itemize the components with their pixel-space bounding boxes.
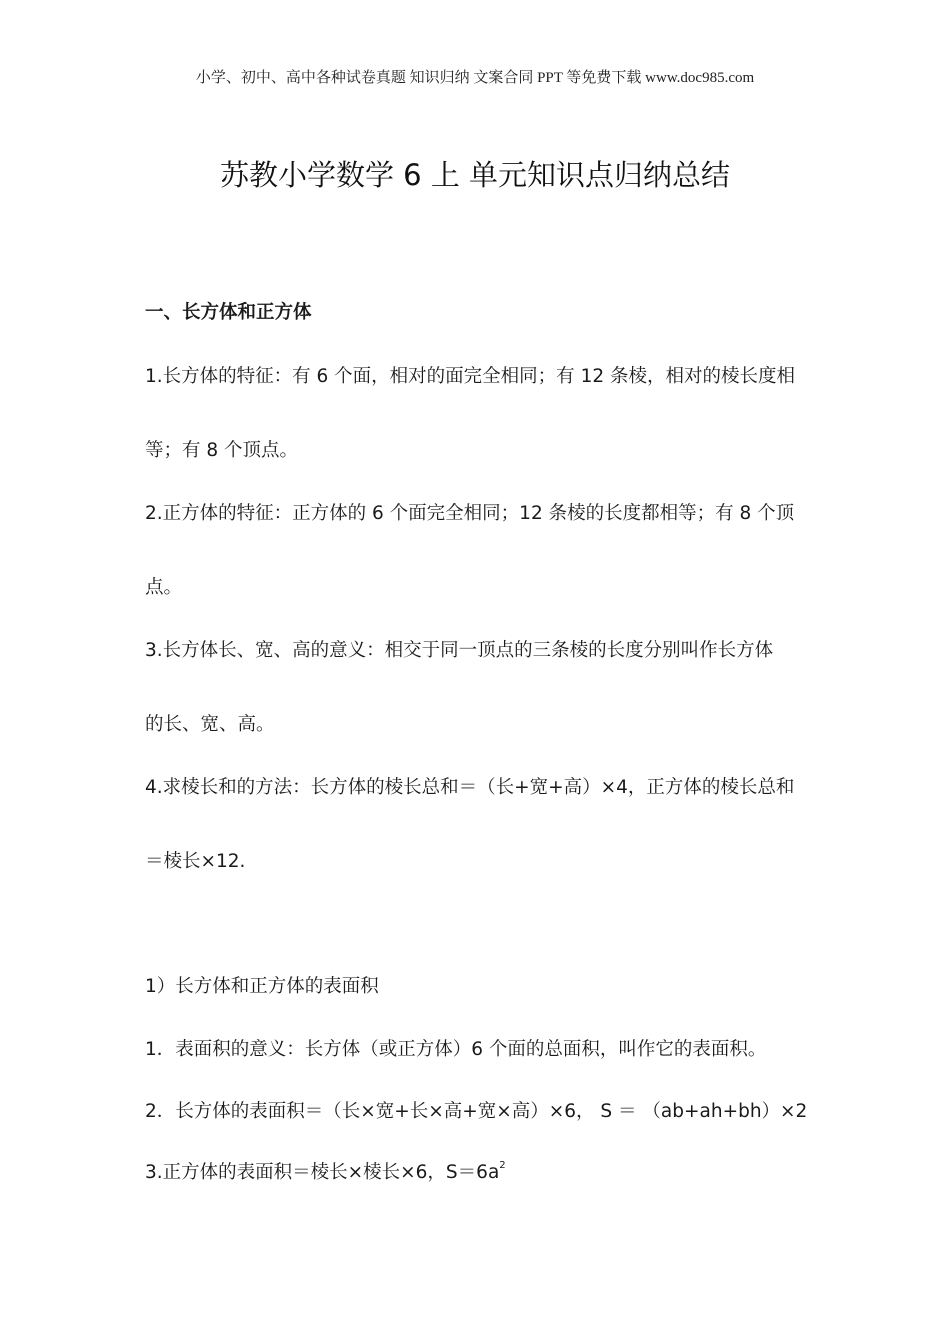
cube-features-line1: 2.正方体的特征：正方体的 6 个面完全相同；12 条棱的长度都相等；有 8 个顶 [145,503,795,524]
dimensions-meaning-line1: 3.长方体长、宽、高的意义：相交于同一顶点的三条棱的长度分别叫作长方体 [145,640,774,661]
cube-surface-area-formula [145,1158,506,1184]
cuboid-surface-area-formula: 2．长方体的表面积＝（长×宽+长×高+宽×高）×6， S ＝ （ab+ah+bh）×2 [145,1101,808,1122]
cuboid-features-line1: 1.长方体的特征：有 6 个面，相对的面完全相同；有 12 条棱，相对的棱长度相 [145,366,795,387]
section-heading-cuboid-cube: 一、长方体和正方体 [145,302,312,323]
document-title: 苏教小学数学 6 上 单元知识点归纳总结 [219,158,731,192]
subsection-heading-surface-area: 1）长方体和正方体的表面积 [145,976,379,997]
page-header-banner: 小学、初中、高中各种试卷真题 知识归纳 文案合同 PPT 等免费下载 www.doc985.com [195,70,755,86]
edge-sum-method-line1: 4.求棱长和的方法：长方体的棱长总和＝（长+宽+高）×4，正方体的棱长总和 [145,777,795,798]
edge-sum-method-line2: ＝棱长×12. [145,851,246,872]
surface-area-meaning: 1．表面积的意义：长方体（或正方体）6 个面的总面积，叫作它的表面积。 [145,1039,767,1060]
exponent: 2 [499,1160,506,1171]
cube-features-line2: 点。 [145,577,183,598]
cube-surface-area-text: 3.正方体的表面积＝棱长×棱长×6，S＝6a [145,1162,500,1183]
cuboid-features-line2: 等；有 8 个顶点。 [145,440,299,461]
dimensions-meaning-line2: 的长、宽、高。 [145,714,275,735]
